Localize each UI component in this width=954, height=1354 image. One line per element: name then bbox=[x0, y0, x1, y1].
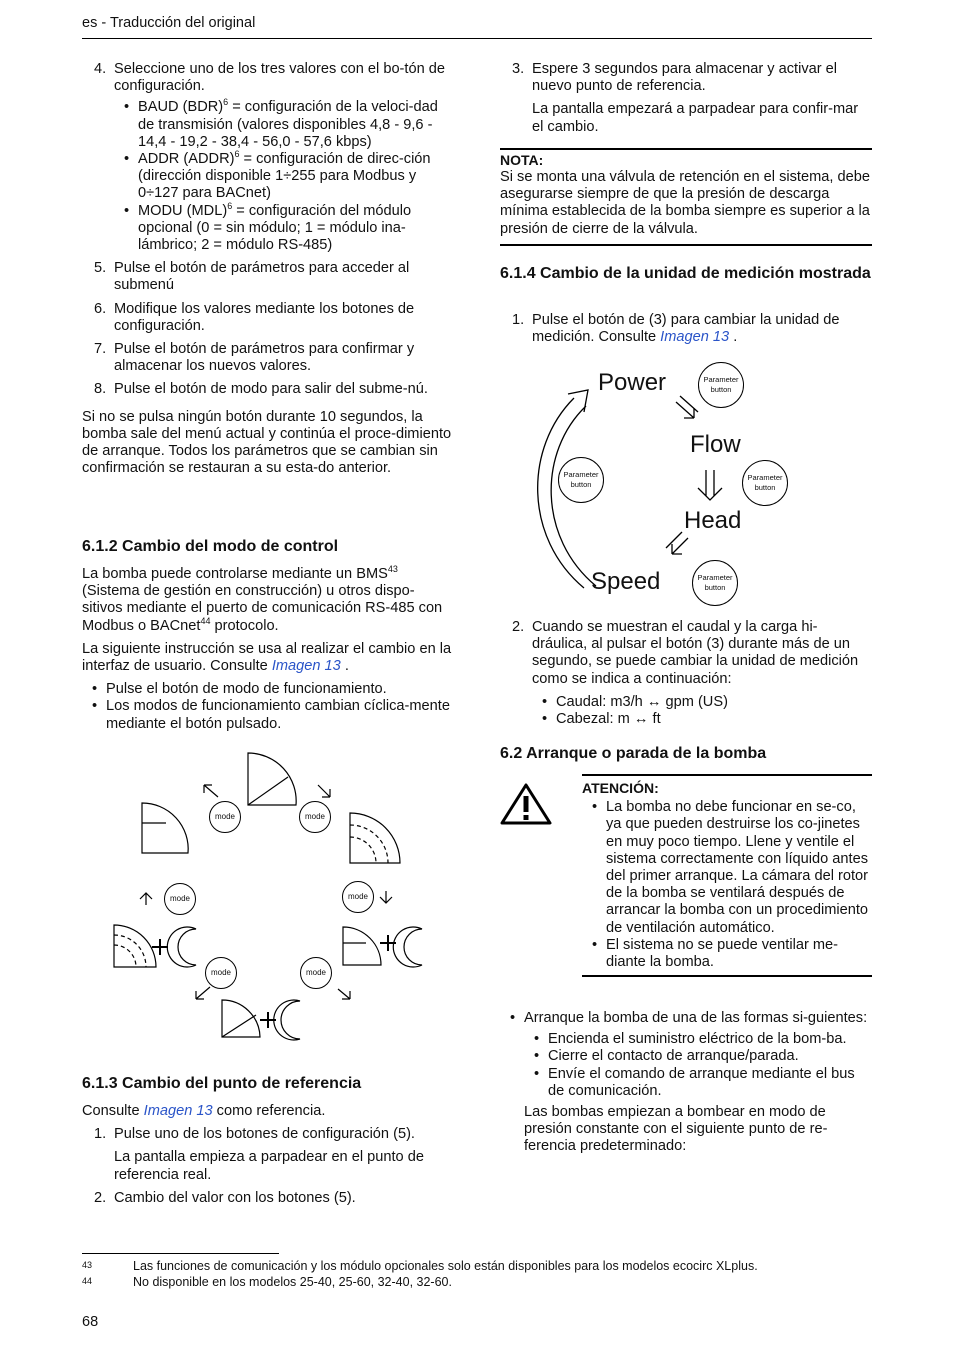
setpoint-step-3: 3. Espere 3 segundos para almacenar y activar el nuevo punto de referencia. bbox=[512, 61, 838, 95]
footnote-number: 44 bbox=[82, 1276, 93, 1286]
step-6: 6. Modifique los valores mediante los botones de configuración. bbox=[94, 300, 415, 334]
start-paragraph: Las bombas empiezan a bombear en modo de presión constante con el siguiente punto de re-ferencia predeterminado: bbox=[524, 1104, 828, 1155]
timeout-paragraph: Si no se pulsa ningún botón durante 10 segundos, la bomba sale del menú actual y continúa el proce-dimiento de arranque. Todos los parámetros que se cambian sin confirmación se restauran a su esta-do anterior. bbox=[82, 408, 452, 477]
mode-button[interactable]: mode bbox=[300, 957, 332, 989]
section-6-1-2-body bbox=[82, 566, 454, 733]
list-item: • Encienda el suministro eléctrico de la bom-ba. bbox=[534, 1031, 870, 1048]
section-heading-6-1-4: 6.1.4 Cambio de la unidad de medición mostrada bbox=[500, 265, 871, 282]
mode-button[interactable]: mode bbox=[342, 881, 374, 913]
parameter-button[interactable]: Parameter button bbox=[742, 460, 788, 506]
section-6-1-3-body bbox=[82, 1103, 454, 1213]
start-section bbox=[510, 1010, 870, 1156]
image-13-link[interactable]: Imagen 13 bbox=[660, 329, 730, 346]
warning-icon bbox=[500, 782, 552, 826]
unit-cycle-diagram bbox=[530, 360, 800, 610]
setpoint-step-1-detail: La pantalla empieza a parpadear en el punto de referencia real. bbox=[114, 1149, 424, 1183]
step-5: 5. Pulse el botón de parámetros para acceder al submenú bbox=[94, 260, 410, 294]
section-heading-6-1-3: 6.1.3 Cambio del punto de referencia bbox=[82, 1075, 362, 1092]
footnote-text: Las funciones de comunicación y los módulo opcionales solo están disponibles para los modelos ecocirc XLplus. bbox=[133, 1259, 758, 1273]
mode-button[interactable]: mode bbox=[209, 801, 241, 833]
image-13-link[interactable]: Imagen 13 bbox=[143, 1103, 213, 1119]
unit-step-1: 1. Pulse el botón de (3) para cambiar la unidad de medición. Consulte Imagen 13 . bbox=[512, 312, 840, 346]
list-item: • BAUD (BDR)$^6$ = configuración de la veloci-dad de transmisión (valores disponibles 4,8 - 9,6 - 14,4 - 19,2 - 38,4 - 56,0 - 57,6 kbps) bbox=[124, 99, 454, 151]
start-bullet: • Arranque la bomba de una de las formas si-guientes: bbox=[510, 1010, 870, 1027]
step-7: 7. Pulse el botón de parámetros para confirmar y almacenar los nuevos valores. bbox=[94, 341, 415, 375]
left-column bbox=[82, 61, 454, 483]
right-column bbox=[500, 61, 872, 246]
mode-button[interactable]: mode bbox=[205, 957, 237, 989]
attention-title: ATENCIÓN: bbox=[582, 780, 659, 796]
setpoint-step-2: 2. Cambio del valor con los botones (5). bbox=[94, 1189, 356, 1206]
section-heading-6-2: 6.2 Arranque o parada de la bomba bbox=[500, 745, 767, 762]
list-item: • ADDR (ADDR)$^6$ = configuración de direc-ción (dirección disponible 1÷255 para Modbus y 0÷127 para BACnet) bbox=[124, 151, 454, 203]
section-6-1-4-step-1 bbox=[500, 312, 872, 352]
unit-step-2: 2. Cuando se muestran el caudal y la carga hi-dráulica, al pulsar el botón (3) durante más de un segundo, se puede cambiar la unidad de medición como se indica a continuación: bbox=[512, 619, 859, 687]
header-rule bbox=[82, 38, 872, 39]
parameter-button[interactable]: Parameter button bbox=[558, 457, 604, 503]
list-item: • Pulse el botón de modo de funcionamiento. bbox=[92, 681, 454, 698]
step-4: 4. Seleccione uno de los tres valores con el bo-tón de configuración. bbox=[94, 61, 445, 95]
section-6-1-4-step-2 bbox=[500, 619, 872, 728]
start-sub-bullets bbox=[510, 1031, 870, 1100]
attention-bullets bbox=[582, 799, 872, 971]
mode-curves-graphic bbox=[100, 745, 450, 1045]
list-item: • Envíe el comando de arranque mediante el bus de comunicación. bbox=[534, 1066, 870, 1100]
list-item: • El sistema no se puede ventilar me-diante la bomba. bbox=[592, 937, 872, 971]
bdr-bullets bbox=[82, 99, 454, 254]
unit-bullets bbox=[500, 694, 872, 728]
power-label: Power bbox=[598, 369, 667, 396]
mode-cycle-diagram bbox=[100, 745, 450, 1045]
bms-paragraph: La bomba puede controlarse mediante un BMS$^{43}$ (Sistema de gestión en construcción) u otros dispo-sitivos mediante el puerto de comunicación RS-485 con Modbus o BACnet$^{44}$ protocolo. bbox=[82, 564, 443, 634]
reference-paragraph: Consulte Imagen 13 como referencia. bbox=[82, 1103, 326, 1119]
mode-button[interactable]: mode bbox=[164, 883, 196, 915]
list-item: • Cierre el contacto de arranque/parada. bbox=[534, 1048, 870, 1065]
step-8: 8. Pulse el botón de modo para salir del subme-nú. bbox=[94, 381, 428, 398]
mode-button[interactable]: mode bbox=[299, 801, 331, 833]
page-number: 68 bbox=[82, 1314, 99, 1330]
instruction-paragraph: La siguiente instrucción se usa al realizar el cambio en la interfaz de usuario. Consulte Imagen 13 . bbox=[82, 640, 452, 675]
flow-label: Flow bbox=[690, 431, 741, 458]
parameter-button[interactable]: Parameter button bbox=[692, 560, 738, 606]
footnote-number: 43 bbox=[82, 1260, 93, 1270]
parameter-button[interactable]: Parameter button bbox=[698, 362, 744, 408]
footnote-text: No disponible en los modelos 25-40, 25-60, 32-40, 32-60. bbox=[133, 1275, 452, 1289]
section-heading-6-1-2: 6.1.2 Cambio del modo de control bbox=[82, 538, 339, 555]
page-header: es - Traducción del original bbox=[82, 15, 256, 31]
list-item: • Cabezal: m ↔ ft bbox=[542, 711, 872, 728]
setpoint-step-1: 1. Pulse uno de los botones de configuración (5). bbox=[94, 1126, 415, 1143]
setpoint-step-3-detail: La pantalla empezará a parpadear para confir-mar el cambio. bbox=[532, 101, 859, 135]
attention-box bbox=[582, 774, 872, 977]
note-title: NOTA: bbox=[500, 151, 544, 168]
note-text: Si se monta una válvula de retención en el sistema, debe asegurarse siempre de que la presión de descarga mínima establecida de la bomba siempre es superior a la presión de cierre de la válvula. bbox=[500, 169, 870, 237]
note-box bbox=[500, 148, 872, 246]
image-13-link[interactable]: Imagen 13 bbox=[271, 658, 341, 675]
head-label: Head bbox=[684, 507, 742, 534]
list-item: • La bomba no debe funcionar en se-co, ya que pueden destruirse los co-jinetes en muy poco tiempo. Llene y ventile el sistema correctamente con líquido antes del primer arranque. La cámara del rotor de la bomba se ventilará después de arrancar la bomba con un procedimiento de ventilación automático. bbox=[592, 799, 872, 937]
list-item: • Los modos de funcionamiento cambian cíclica-mente mediante el botón pulsado. bbox=[92, 698, 454, 732]
mode-bullets bbox=[82, 681, 454, 733]
list-item: • Caudal: m3/h ↔ gpm (US) bbox=[542, 694, 872, 711]
list-item: • MODU (MDL)$^6$ = configuración del módulo opcional (0 = sin módulo; 1 = módulo ina-lámbrico; 2 = módulo RS-485) bbox=[124, 203, 454, 255]
speed-label: Speed bbox=[591, 568, 661, 595]
footnote-rule bbox=[82, 1253, 279, 1254]
